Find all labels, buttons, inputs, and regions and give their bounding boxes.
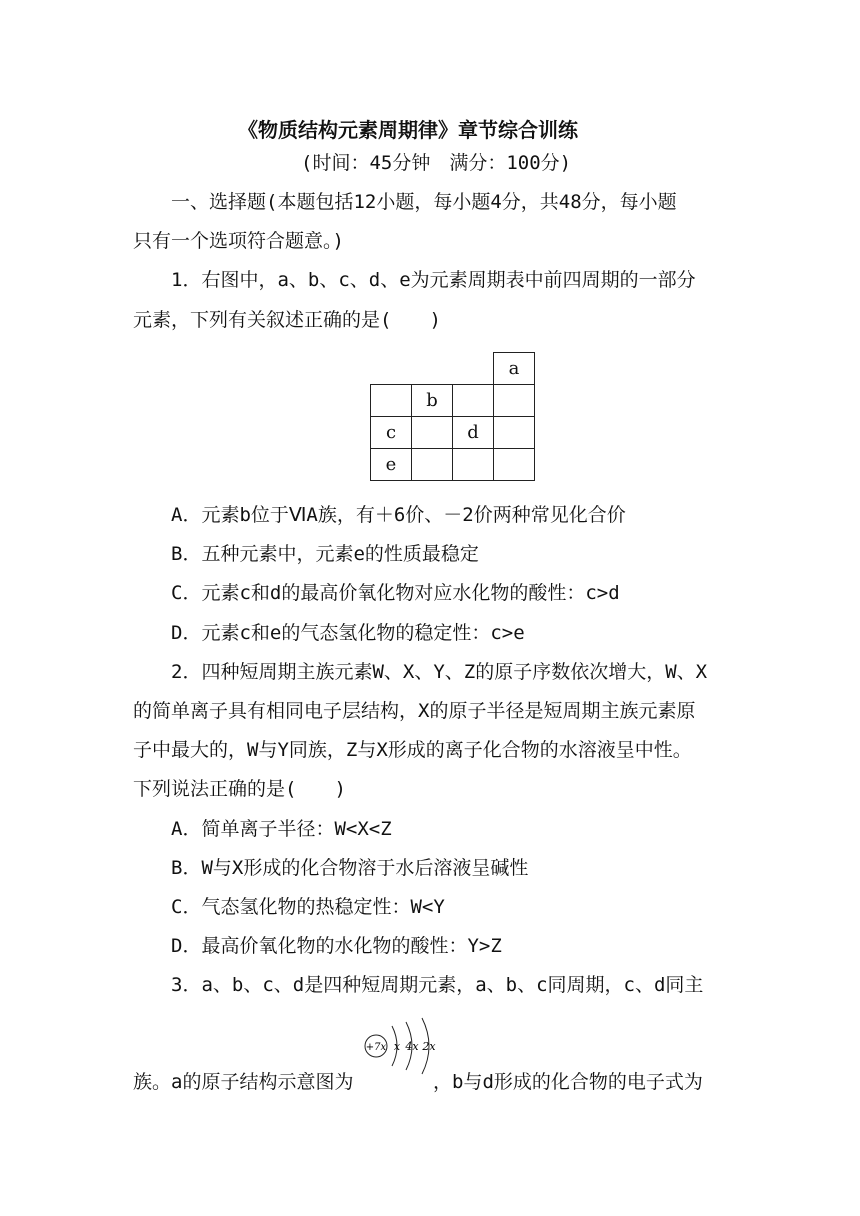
question-1-stem-line-2: 元素，下列有关叙述正确的是( ) (133, 309, 441, 331)
shell-1-electrons: x (393, 1040, 401, 1053)
question-3-stem-line-1: 3．a、b、c、d是四种短周期元素，a、b、c同周期，c、d同主 (171, 974, 704, 996)
nucleus-charge: +7x (365, 1042, 387, 1053)
table-cell (494, 417, 535, 449)
table-cell (412, 417, 453, 449)
question-2-stem-line-3: 子中最大的，W与Y同族，Z与X形成的离子化合物的水溶液呈中性。 (133, 739, 692, 761)
section-heading-line-1: 一、选择题(本题包括12小题，每小题4分，共48分，每小题 (171, 191, 677, 213)
table-cell-a: a (494, 353, 535, 385)
table-cell-empty (453, 353, 494, 385)
question-2-option-a: A．简单离子半径：W<X<Z (171, 818, 392, 840)
question-1-option-c: C．元素c和d的最高价氧化物对应水化物的酸性：c>d (171, 582, 620, 604)
table-cell-e: e (371, 449, 412, 481)
table-cell (494, 385, 535, 417)
table-cell (494, 449, 535, 481)
table-cell-d: d (453, 417, 494, 449)
question-1-option-a: A．元素b位于ⅥA族，有＋6价、－2价两种常见化合价 (171, 504, 626, 526)
table-cell (453, 385, 494, 417)
question-2-stem-line-4: 下列说法正确的是( ) (133, 778, 346, 800)
periodic-table-fragment (370, 352, 535, 481)
atomic-structure-diagram (362, 1012, 444, 1086)
question-2-stem-line-1: 2．四种短周期主族元素W、X、Y、Z的原子序数依次增大，W、X (171, 661, 708, 683)
question-1-stem-line-1: 1．右图中，a、b、c、d、e为元素周期表中前四周期的一部分 (171, 269, 696, 291)
section-heading-line-2: 只有一个选项符合题意。) (133, 230, 344, 252)
table-cell (412, 449, 453, 481)
question-2-stem-line-2: 的简单离子具有相同电子层结构，X的原子半径是短周期主族元素原 (133, 700, 696, 722)
table-cell-empty (412, 353, 453, 385)
question-2-option-d: D．最高价氧化物的水化物的酸性：Y>Z (171, 935, 502, 957)
question-3-stem-line-2-left: 族。a的原子结构示意图为 (133, 1071, 354, 1093)
table-cell (371, 385, 412, 417)
question-2-option-c: C．气态氢化物的热稳定性：W<Y (171, 896, 445, 918)
shell-2-electrons: 4x (405, 1040, 419, 1053)
page-title: 《物质结构元素周期律》章节综合训练 (238, 118, 578, 142)
question-3-stem-line-2-right: ，b与d形成的化合物的电子式为 (433, 1071, 703, 1093)
page-subtitle: (时间：45分钟 满分：100分) (301, 152, 572, 174)
table-cell-b: b (412, 385, 453, 417)
table-cell-c: c (371, 417, 412, 449)
table-cell-empty (371, 353, 412, 385)
shell-3-electrons: 2x (422, 1040, 436, 1053)
table-cell (453, 449, 494, 481)
question-1-option-d: D．元素c和e的气态氢化物的稳定性：c>e (171, 622, 525, 644)
question-2-option-b: B．W与X形成的化合物溶于水后溶液呈碱性 (171, 857, 529, 879)
question-1-option-b: B．五种元素中，元素e的性质最稳定 (171, 543, 479, 565)
